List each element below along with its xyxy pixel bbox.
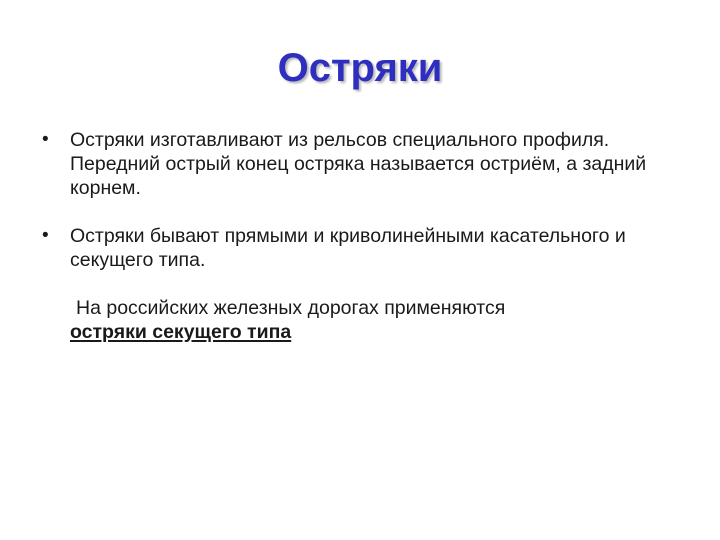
- slide-body: [40, 128, 700, 344]
- note-emphasis: остряки секущего типа: [70, 321, 292, 343]
- bullet-item: [40, 128, 700, 200]
- note-text: На российских железных дорогах применяются: [76, 297, 506, 319]
- bullet-item: [40, 224, 700, 272]
- slide-title: Остряки: [277, 46, 443, 90]
- bullet-marker: •: [42, 225, 49, 246]
- note-paragraph: [40, 296, 700, 344]
- bullet-marker: •: [42, 129, 49, 150]
- bullet-text: Остряки бывают прямыми и криволинейными касательного и секущего типа.: [70, 225, 626, 271]
- bullet-text: Остряки изготавливают из рельсов специального профиля. Передний острый конец остряка называется остриём, а задний корнем.: [70, 129, 647, 199]
